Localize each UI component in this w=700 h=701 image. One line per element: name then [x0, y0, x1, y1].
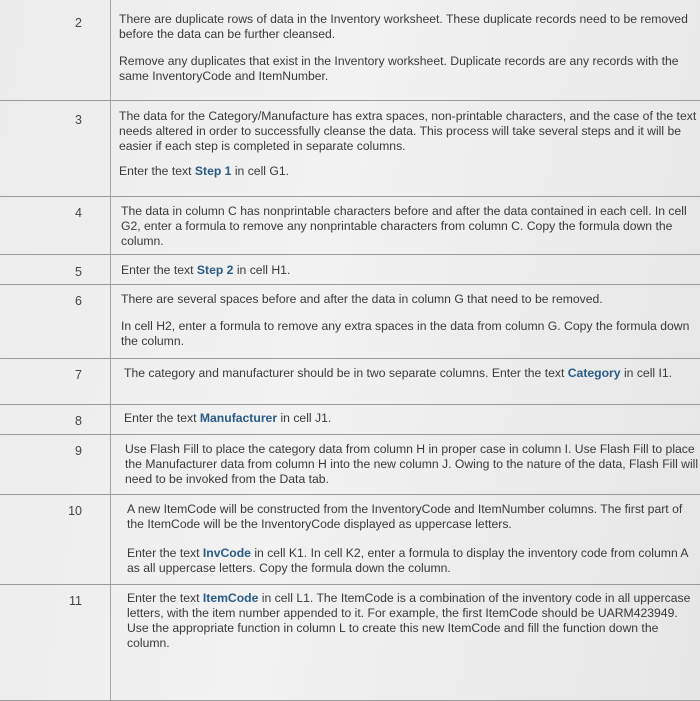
- instruction-text: Enter the text: [119, 164, 195, 178]
- step-paragraph: [119, 54, 700, 84]
- step-row-3: [0, 100, 700, 196]
- step-paragraph: [124, 366, 700, 381]
- step-row-6: [0, 284, 700, 358]
- instruction-text: Enter the text: [121, 263, 197, 277]
- step-description-cell: [111, 0, 700, 100]
- step-number-cell: [0, 358, 111, 404]
- step-paragraph: [119, 164, 700, 179]
- keyword-text: Category: [568, 366, 621, 380]
- instruction-text: There are duplicate rows of data in the Inventory worksheet. These duplicate records need to be removed before the data can be further cleansed.: [119, 12, 688, 41]
- step-number-cell: [0, 404, 111, 434]
- instruction-text: The data for the Category/Manufacture has extra spaces, non-printable characters, and the case of the text needs altered in order to successfully cleanse the data. This process will take several steps and it will be easier if each step is completed in separate columns.: [119, 109, 696, 153]
- instruction-text: in cell J1.: [277, 411, 331, 425]
- instruction-text: There are several spaces before and after the data in column G that need to be removed.: [121, 292, 603, 306]
- instruction-text: In cell H2, enter a formula to remove any extra spaces in the data from column G. Copy the formula down the column.: [121, 319, 689, 348]
- step-number: 4: [75, 197, 110, 220]
- step-description-cell: [111, 358, 700, 404]
- instruction-text: Use Flash Fill to place the category data from column H in proper case in column I. Use Flash Fill to place the Manufacturer data from column H into the new column J. Owing to the nature of the data, Flash Fill will need to be invoked from the Data tab.: [125, 442, 698, 486]
- step-description-cell: [111, 254, 700, 284]
- instruction-text: in cell I1.: [621, 366, 672, 380]
- instruction-text: Enter the text: [124, 411, 200, 425]
- step-number-cell: [0, 434, 111, 494]
- step-number: 6: [75, 285, 110, 308]
- keyword-text: Step 1: [195, 164, 232, 178]
- instruction-text: Enter the text: [127, 546, 203, 560]
- step-row-4: [0, 196, 700, 254]
- step-paragraph: [127, 591, 700, 651]
- step-paragraph: [127, 502, 700, 532]
- step-paragraph: [121, 319, 700, 349]
- step-number: 8: [75, 405, 110, 428]
- instruction-text: Enter the text: [127, 591, 203, 605]
- step-number: 7: [75, 359, 110, 382]
- step-description-cell: [111, 584, 700, 700]
- step-description-cell: [111, 100, 700, 196]
- step-number: 5: [75, 255, 110, 279]
- step-description-cell: [111, 494, 700, 584]
- step-row-9: [0, 434, 700, 494]
- step-paragraph: [125, 442, 700, 487]
- step-paragraph: [121, 292, 700, 307]
- instruction-text: A new ItemCode will be constructed from the InventoryCode and ItemNumber columns. The first part of the ItemCode will be the InventoryCode displayed as uppercase letters.: [127, 502, 682, 531]
- instruction-text: in cell K1. In cell K2, enter a formula to display the inventory code from column A as all uppercase letters. Copy the formula down the column.: [127, 546, 688, 575]
- step-number: 3: [75, 101, 110, 127]
- step-number-cell: [0, 254, 111, 284]
- step-paragraph: [119, 12, 700, 42]
- keyword-text: InvCode: [203, 546, 251, 560]
- step-number: 11: [69, 585, 110, 608]
- step-paragraph: [121, 204, 700, 249]
- step-description-cell: [111, 196, 700, 254]
- step-row-11: [0, 584, 700, 700]
- step-row-2: [0, 0, 700, 100]
- step-number: 2: [75, 0, 110, 30]
- step-description-cell: [111, 434, 700, 494]
- step-description-cell: [111, 404, 700, 434]
- instruction-text: in cell H1.: [233, 263, 290, 277]
- step-row-7: [0, 358, 700, 404]
- step-row-10: [0, 494, 700, 584]
- step-paragraph: [121, 263, 700, 278]
- keyword-text: Step 2: [197, 263, 234, 277]
- instruction-text: Remove any duplicates that exist in the Inventory worksheet. Duplicate records are any records with the same InventoryCode and ItemNumber.: [119, 54, 679, 83]
- step-paragraph: [119, 109, 700, 154]
- instruction-text: in cell G1.: [231, 164, 289, 178]
- step-number: 9: [75, 435, 110, 458]
- step-number: 10: [68, 495, 110, 518]
- step-number-cell: [0, 196, 111, 254]
- step-number-cell: [0, 0, 111, 100]
- step-row-5: [0, 254, 700, 284]
- step-number-cell: [0, 494, 111, 584]
- keyword-text: ItemCode: [203, 591, 259, 605]
- step-paragraph: [127, 546, 700, 576]
- step-paragraph: [124, 411, 700, 426]
- keyword-text: Manufacturer: [200, 411, 277, 425]
- step-number-cell: [0, 100, 111, 196]
- instruction-text: The category and manufacturer should be in two separate columns. Enter the text: [124, 366, 568, 380]
- instruction-text: in cell L1. The ItemCode is a combination of the inventory code in all uppercase letters, with the item number appended to it. For example, the first ItemCode should be UARM423949. Use the appropriate function in column L to create this new ItemCode and fill the function down the column.: [127, 591, 690, 650]
- step-number-cell: [0, 284, 111, 358]
- step-description-cell: [111, 284, 700, 358]
- step-row-8: [0, 404, 700, 434]
- instruction-text: The data in column C has nonprintable characters before and after the data contained in each cell. In cell G2, enter a formula to remove any nonprintable characters from column C. Copy the formula down the column.: [121, 204, 687, 248]
- step-number-cell: [0, 584, 111, 700]
